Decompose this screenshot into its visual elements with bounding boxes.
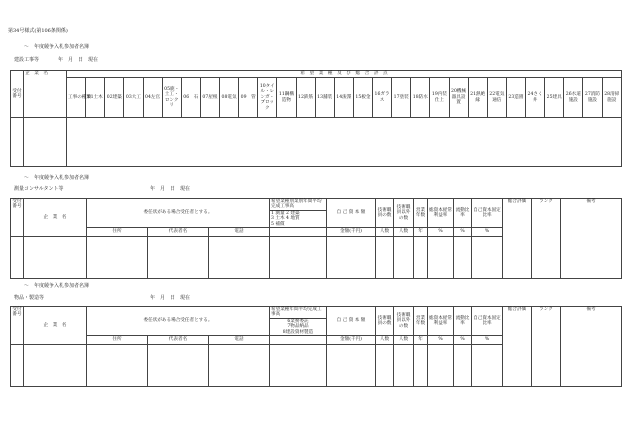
- company-cell[interactable]: [24, 345, 87, 387]
- work-type-16: 16ガラス: [373, 78, 392, 118]
- fixed-ratio-cell[interactable]: [472, 237, 503, 279]
- work-type-6: 06 石: [181, 78, 200, 118]
- work-type-label: 工事の種類: [67, 78, 86, 118]
- work-type-7: 07屋根: [200, 78, 219, 118]
- work-type-5: 05鹿・土工・ロンクリ: [162, 78, 181, 118]
- tech-staff-unit: 人数: [376, 336, 394, 345]
- other-staff-header: 技術職員以外の数: [394, 199, 414, 228]
- tech-staff-cell[interactable]: [376, 345, 394, 387]
- tech-staff-cell[interactable]: [376, 237, 394, 279]
- work-type-27: 27消防施設: [583, 78, 602, 118]
- rank-header: ランク: [532, 199, 561, 279]
- years-header: 営業年数: [414, 199, 428, 228]
- tech-staff-header: 技術職員の数: [376, 307, 394, 336]
- work-type-10: 10タイル・レンガ・ブロック: [258, 78, 277, 118]
- wish-header: 希望業種別業別年間平均完成工事高: [270, 199, 327, 211]
- serial-cell[interactable]: [11, 118, 24, 167]
- address-cell[interactable]: [87, 237, 148, 279]
- work-type-3: 03大工: [124, 78, 143, 118]
- construction-category: 建設工事等: [14, 57, 40, 63]
- construction-date: 年 月 日 現在: [58, 57, 99, 63]
- work-type-11: 11鋼構造物: [277, 78, 296, 118]
- tel-cell[interactable]: [209, 237, 270, 279]
- current-ratio-cell[interactable]: [454, 237, 472, 279]
- years-unit: 年: [414, 228, 428, 237]
- wish-value-cell[interactable]: [270, 336, 327, 345]
- tech-staff-unit: 人数: [376, 228, 394, 237]
- capital-cell[interactable]: [327, 237, 376, 279]
- tel-cell[interactable]: [209, 345, 270, 387]
- serial-header: 受付番号: [11, 199, 24, 237]
- work-type-9: 09 管: [239, 78, 258, 118]
- work-type-22: 22電気通信: [487, 78, 506, 118]
- construction-title: 〜 年度競争入札参加者名簿: [24, 44, 90, 50]
- representative-cell[interactable]: [148, 237, 209, 279]
- current-ratio-cell[interactable]: [454, 345, 472, 387]
- work-type-17: 17塗装: [392, 78, 411, 118]
- work-type-28: 28清掃施設: [602, 78, 622, 118]
- wish-item: 5 補償: [271, 221, 285, 227]
- wish-item: 8建設資材製造: [282, 329, 314, 335]
- work-type-13: 13舗装: [315, 78, 334, 118]
- work-type-4: 04左官: [143, 78, 162, 118]
- company-cell[interactable]: [24, 237, 87, 279]
- business-data-cell[interactable]: [67, 118, 622, 167]
- wish-cell[interactable]: [270, 345, 327, 387]
- wish-item: 6業務委託: [287, 318, 309, 324]
- work-type-18: 18防水: [411, 78, 430, 118]
- current-ratio-unit: %: [454, 228, 472, 237]
- other-staff-cell[interactable]: [394, 237, 414, 279]
- wish-list: [270, 210, 327, 227]
- work-type-20: 20機械器具設置: [449, 78, 468, 118]
- goods-title: 〜 年度競争入札参加者名簿: [24, 283, 90, 289]
- fixed-ratio-header: 自己資本固定比率: [472, 199, 503, 228]
- other-staff-header: 技術職員以外の数: [394, 307, 414, 336]
- years-header: 営業年数: [414, 307, 428, 336]
- representative-header: 代表者名: [148, 228, 209, 237]
- profit-rate-cell[interactable]: [428, 345, 454, 387]
- years-unit: 年: [414, 336, 428, 345]
- fixed-ratio-header: 自己資本固定比率: [472, 307, 503, 336]
- work-type-26: 26水道施設: [564, 78, 583, 118]
- work-type-15: 15板金: [353, 78, 372, 118]
- capital-unit: 金額(千円): [327, 228, 376, 237]
- evaluation-header: 総合評価: [503, 199, 532, 279]
- fixed-ratio-unit: %: [472, 336, 503, 345]
- work-type-8: 08電気: [220, 78, 239, 118]
- tel-header: 電話: [209, 336, 270, 345]
- address-header: 住所: [87, 228, 148, 237]
- work-type-14: 14浚渫: [334, 78, 353, 118]
- company-cell[interactable]: [24, 118, 67, 167]
- wish-item: 3 土木 4 地質: [271, 216, 300, 222]
- capital-header: 自 己 資 本 額: [327, 307, 376, 336]
- tech-staff-header: 技術職員の数: [376, 199, 394, 228]
- evaluation-header: 総合評価: [503, 307, 532, 387]
- tel-header: 電話: [209, 228, 270, 237]
- consultant-date: 年 月 日 現在: [150, 186, 191, 192]
- consultant-category: 測量コンサルタント等: [14, 186, 64, 192]
- business-header: 希 望 業 種 及 び 総 合 評 点: [67, 71, 622, 78]
- note-header: 備考: [561, 307, 622, 387]
- consultant-table: [10, 198, 622, 279]
- note-header: 備考: [561, 199, 622, 279]
- wish-item: 7物品納品: [287, 324, 309, 330]
- company-header: 企 業 名: [24, 71, 67, 118]
- work-type-2: 02建築: [105, 78, 124, 118]
- work-type-12: 12鉄筋: [296, 78, 315, 118]
- consultant-title: 〜 年度競争入札参加者名簿: [24, 175, 90, 181]
- representative-cell[interactable]: [148, 345, 209, 387]
- profit-rate-header: 総資本経常利益率: [428, 307, 454, 336]
- address-cell[interactable]: [87, 345, 148, 387]
- capital-header: 自 己 資 本 額: [327, 199, 376, 228]
- other-staff-unit: 人数: [394, 336, 414, 345]
- serial-cell[interactable]: [11, 345, 24, 387]
- serial-header: 受付番号: [11, 71, 24, 118]
- work-type-25: 25建具: [545, 78, 564, 118]
- wish-cell[interactable]: [270, 237, 327, 279]
- wish-list: [270, 318, 327, 335]
- current-ratio-header: 流動比率: [454, 199, 472, 228]
- company-header: 企 業 名: [24, 199, 87, 237]
- current-ratio-unit: %: [454, 336, 472, 345]
- goods-table: [10, 306, 622, 387]
- years-cell[interactable]: [414, 237, 428, 279]
- current-ratio-header: 流動比率: [454, 307, 472, 336]
- goods-category: 物品・製造等: [14, 295, 45, 301]
- rank-header: ランク: [532, 307, 561, 387]
- work-type-21: 21熱絶縁: [468, 78, 487, 118]
- delegate-header: 委任状がある場合受任者とする。: [87, 199, 270, 228]
- work-type-19: 19内装仕上: [430, 78, 449, 118]
- wish-item: 1 測量 2 建築: [271, 210, 300, 216]
- delegate-header: 委任状がある場合受任者とする。: [87, 307, 270, 336]
- company-header: 企 業 名: [24, 307, 87, 345]
- serial-cell[interactable]: [11, 237, 24, 279]
- fixed-ratio-cell[interactable]: [472, 345, 503, 387]
- work-type-1: 01土木: [86, 78, 105, 118]
- profit-rate-unit: %: [428, 336, 454, 345]
- capital-cell[interactable]: [327, 345, 376, 387]
- wish-value-cell[interactable]: [270, 228, 327, 237]
- serial-header: 受付番号: [11, 307, 24, 345]
- other-staff-unit: 人数: [394, 228, 414, 237]
- wish-header: 希望業種年間平均完成工事高: [270, 307, 327, 319]
- work-type-23: 23造園: [506, 78, 525, 118]
- goods-date: 年 月 日 現在: [150, 295, 191, 301]
- form-title: 第34号様式(第106条関係): [8, 28, 68, 34]
- fixed-ratio-unit: %: [472, 228, 503, 237]
- construction-table: [10, 70, 622, 167]
- address-header: 住所: [87, 336, 148, 345]
- work-type-24: 24さく井: [526, 78, 545, 118]
- capital-unit: 金額(千円): [327, 336, 376, 345]
- profit-rate-cell[interactable]: [428, 237, 454, 279]
- profit-rate-unit: %: [428, 228, 454, 237]
- profit-rate-header: 総資本経常利益率: [428, 199, 454, 228]
- other-staff-cell[interactable]: [394, 345, 414, 387]
- representative-header: 代表者名: [148, 336, 209, 345]
- years-cell[interactable]: [414, 345, 428, 387]
